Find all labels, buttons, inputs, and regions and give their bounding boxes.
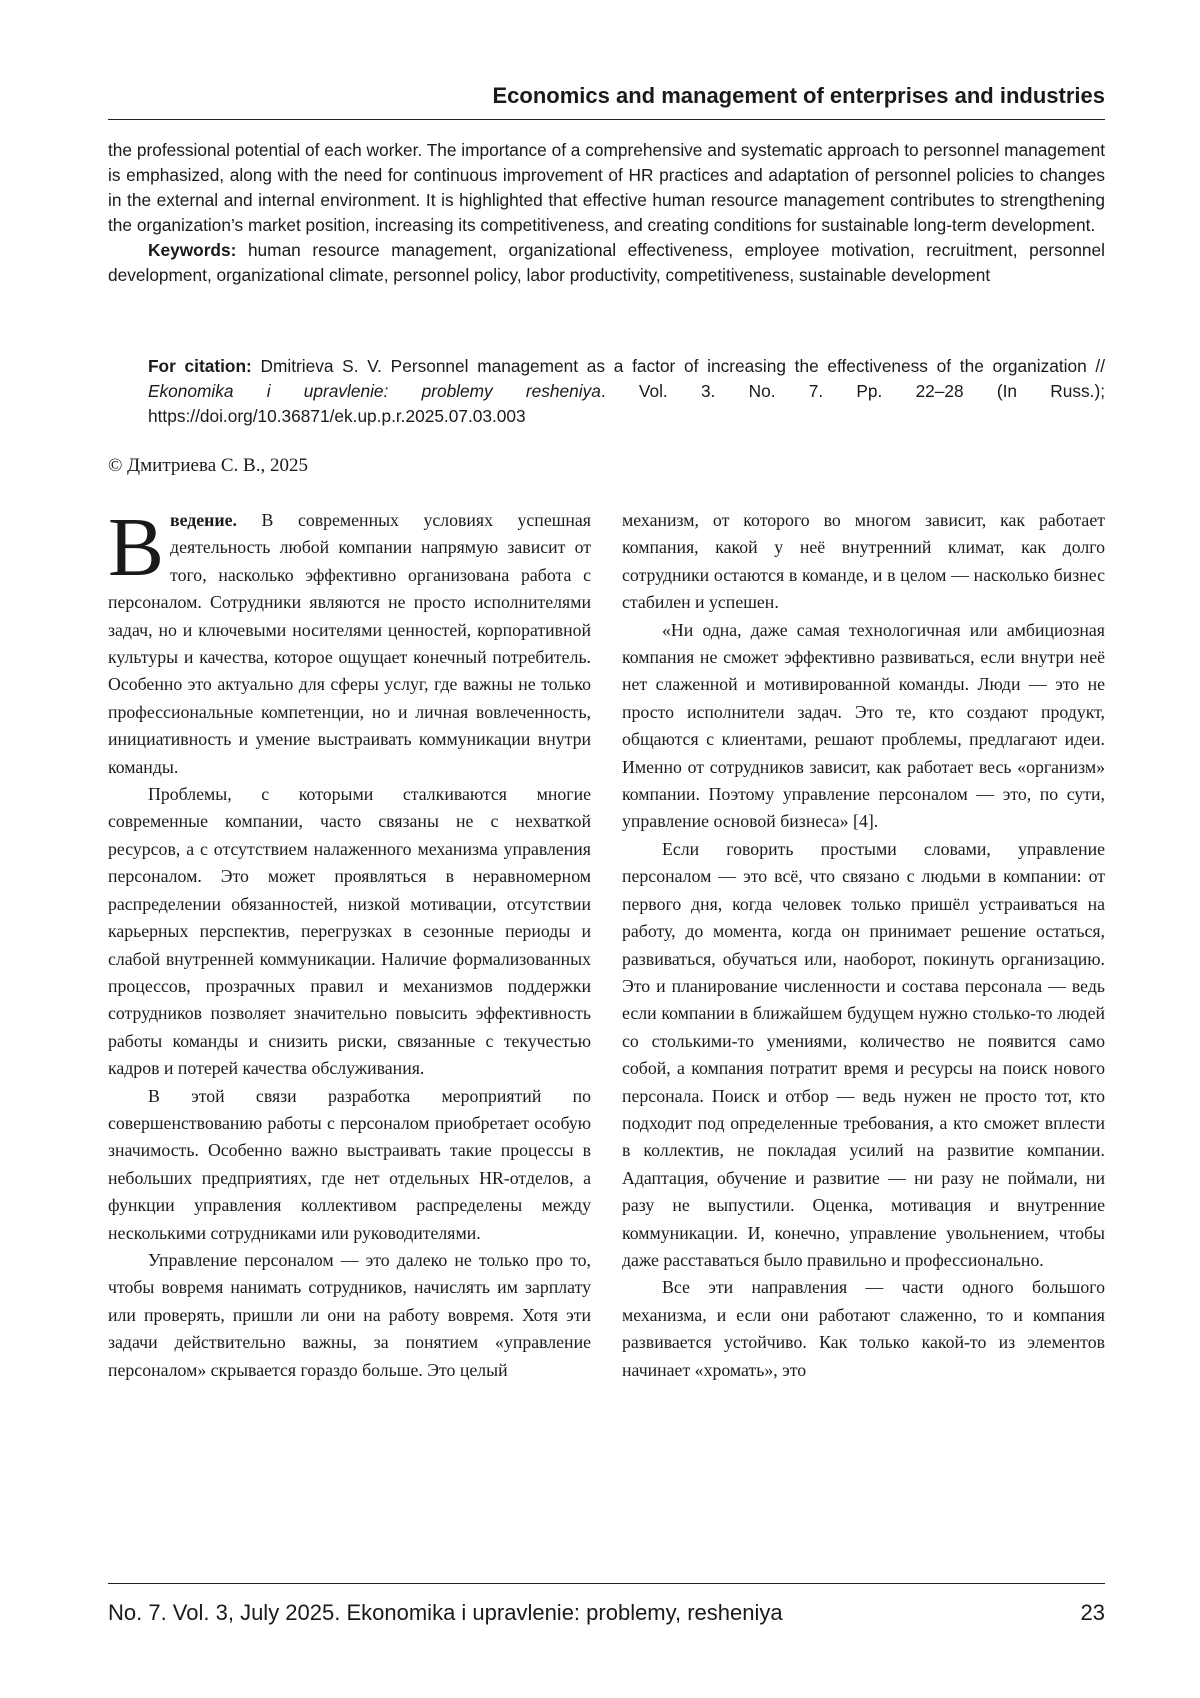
citation-text-after: . Vol. 3. No. 7. Pp. 22–28 (In Russ.); https://doi.org/10.36871/ek.up.p.r.2025.07.03.003 xyxy=(148,381,1105,426)
abstract-text: the professional potential of each worker. The importance of a comprehensive and systematic approach to personnel management is emphasized, along with the need for continuous improvement of HR practices and adaptation of personnel policies to changes in the external and internal environment. It is highlighted that effective human resource management contributes to strengthening the organization’s market position, increasing its competitiveness, and creating conditions for sustainable long-term development. xyxy=(108,140,1105,235)
copyright: © Дмитриева С. В., 2025 xyxy=(108,455,308,476)
citation-journal: Ekonomika i upravlenie: problemy resheniya xyxy=(148,381,601,401)
header-divider xyxy=(108,119,1105,120)
abstract xyxy=(108,138,1105,288)
page-number: 23 xyxy=(1080,1600,1105,1625)
intro-paragraph xyxy=(108,501,591,781)
citation-label: For citation: xyxy=(148,356,252,376)
body-paragraph: Если говорить простыми словами, управление персоналом — это всё, что связано с людьми в компании: от первого дня, когда человек только пришёл устраиваться на работу, до момента, когда он принимает решение остаться, развиваться, обучаться или, наоборот, покинуть организацию. Это и планирование численности и состава персонала — ведь если компании в ближайшем будущем нужно столько-то людей со столькими-то умениями, количество не появится само собой, а компания потратит время и ресурсы на поиск нового персонала. Поиск и отбор — ведь нужен не просто тот, кто подходит под определенные требования, а кто сможет вплести в коллектив, не покладая усилий на развитие компании. Адаптация, обучение и развитие — ни разу не поймали, ни разу не выпустили. Оценка, мотивация и внутренние коммуникации. И, конечно, управление увольнением, чтобы даже расставаться было правильно и профессионально. xyxy=(622,838,1105,1270)
body-paragraph: Все эти направления — части одного большого механизма, и если они работают слаженно, то и компания развивается устойчиво. Как только какой-то из элементов начинает «хромать», это xyxy=(622,1277,1105,1380)
body-paragraph: В этой связи разработка мероприятий по совершенствованию работы с персоналом приобретает особую значимость. Особенно важно выстраивать такие процессы в небольших предприятиях, где нет отдельных HR-отделов, а функции управления коллективом распределены между несколькими сотрудниками или руководителями. xyxy=(108,1085,591,1243)
body-paragraph-continued: механизм, от которого во многом зависит, как работает компания, какой у неё внутренний климат, как долго сотрудники остаются в команде, и в целом — насколько бизнес стабилен и успешен. xyxy=(622,510,1105,613)
keywords-list: human resource management, organizational effectiveness, employee motivation, recruitment, personnel development, organizational climate, personnel policy, labor productivity, competitiveness, sustainable development xyxy=(108,240,1105,285)
intro-text: В современных условиях успешная деятельность любой компании напрямую зависит от того, насколько эффективно организована работа с персоналом. Сотрудники являются не просто исполнителями задач, но и ключевыми носителями ценностей, корпоративной культуры и качества, которое ощущает конечный потребитель. Особенно это актуально для сферы услуг, где важны не только профессиональные компетенции, но и личная вовлеченность, инициативность и умение выстраивать коммуникации внутри команды. xyxy=(108,510,591,777)
footer-divider xyxy=(108,1583,1105,1584)
running-footer: No. 7. Vol. 3, July 2025. Ekonomika i upravlenie: problemy, resheniya xyxy=(108,1600,783,1625)
drop-cap: В xyxy=(108,501,165,594)
body-column-right xyxy=(622,507,1105,1384)
citation xyxy=(148,354,1105,429)
citation-text-before: Dmitrieva S. V. Personnel management as a factor of increasing the effectiveness of the organization // xyxy=(251,356,1106,376)
quote-paragraph: «Ни одна, даже самая технологичная или амбициозная компания не сможет эффективно развиваться, если внутри неё нет слаженной и мотивированной команды. Люди — это не просто исполнители задач. Это те, кто создают продукт, общаются с клиентами, решают проблемы, предлагают идеи. Именно от сотрудников зависит, как работает весь «организм» компании. Поэтому управление персоналом — это, по сути, управление основой бизнеса» [4]. xyxy=(622,619,1105,832)
body-paragraph: Проблемы, с которыми сталкиваются многие современные компании, часто связаны не с нехваткой ресурсов, а с отсутствием налаженного механизма управления персоналом. Это может проявляться в неравномерном распределении обязанностей, низкой мотивации, отсутствии карьерных перспектив, перегрузках в сезонные периоды и слабой внутренней коммуникации. Наличие формализованных процессов, прозрачных правил и механизмов поддержки сотрудников позволяет значительно повысить эффективность работы команды и снизить риски, связанные с текучестью кадров и потерей качества обслуживания. xyxy=(108,784,591,1079)
body-column-left xyxy=(108,501,591,1384)
keywords xyxy=(108,238,1105,288)
running-header: Economics and management of enterprises and industries xyxy=(492,83,1105,108)
intro-lead: ведение. xyxy=(170,510,238,530)
body-paragraph: Управление персоналом — это далеко не только про то, чтобы вовремя нанимать сотрудников, начислять им зарплату или проверять, пришли ли они на работу вовремя. Хотя эти задачи действительно важны, за понятием «управление персоналом» скрывается гораздо больше. Это целый xyxy=(108,1249,591,1380)
keywords-label: Keywords: xyxy=(148,240,237,260)
